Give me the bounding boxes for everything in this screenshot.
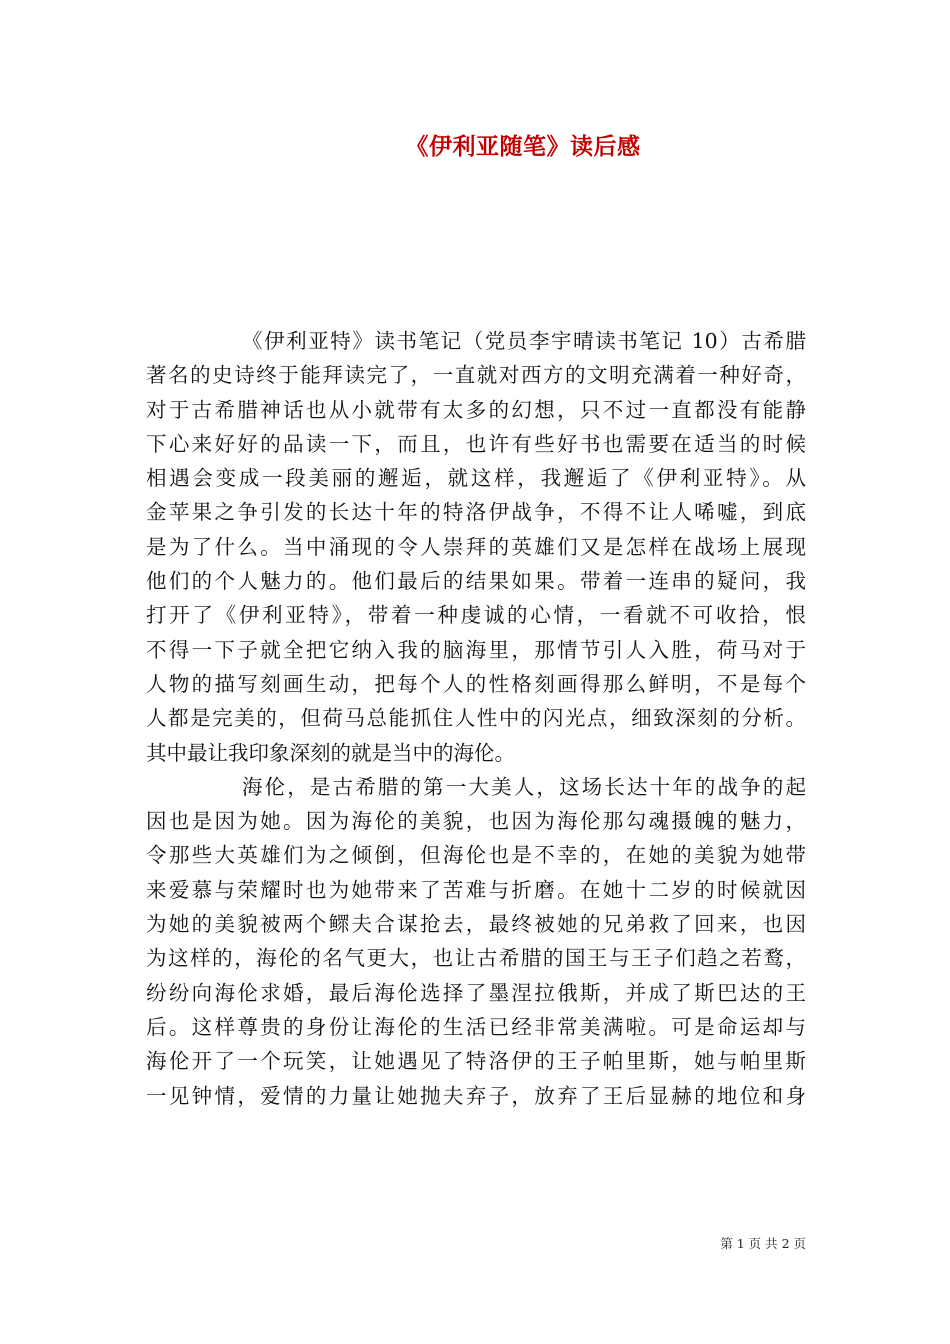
text-line: 打开了《伊利亚特》，带着一种虔诚的心情，一看就不可收拾，恨 <box>146 603 806 628</box>
text-line: 不得一下子就全把它纳入我的脑海里，那情节引人入胜，荷马对于 <box>146 637 806 662</box>
text-line: 《伊利亚特》读书笔记（党员李宇晴读书笔记 10）古希腊 <box>242 329 806 353</box>
text-line: 海伦开了一个玩笑，让她遇见了特洛伊的王子帕里斯，她与帕里斯 <box>146 1049 806 1074</box>
text-line: 为这样的，海伦的名气更大，也让古希腊的国王与王子们趋之若鹜， <box>146 946 806 971</box>
text-line: 来爱慕与荣耀时也为她带来了苦难与折磨。在她十二岁的时候就因 <box>146 877 806 902</box>
text-line: 因也是因为她。因为海伦的美貌，也因为海伦那勾魂摄魄的魅力， <box>146 809 806 834</box>
page-number-footer: 第 1 页 共 2 页 <box>720 1236 806 1251</box>
text-line: 其中最让我印象深刻的就是当中的海伦。 <box>146 740 515 765</box>
document-title: 《伊利亚随笔》读后感 <box>405 133 641 160</box>
text-line: 他们的个人魅力的。他们最后的结果如果。带着一连串的疑问，我 <box>146 569 806 594</box>
text-line: 是为了什么。当中涌现的令人崇拜的英雄们又是怎样在战场上展现 <box>146 534 806 559</box>
text-line: 金苹果之争引发的长达十年的特洛伊战争，不得不让人唏嘘，到底 <box>146 500 806 525</box>
text-line: 后。这样尊贵的身份让海伦的生活已经非常美满啦。可是命运却与 <box>146 1014 806 1039</box>
text-line: 对于古希腊神话也从小就带有太多的幻想，只不过一直都没有能静 <box>146 397 806 422</box>
text-line: 一见钟情，爱情的力量让她抛夫弃子，放弃了王后显赫的地位和身 <box>146 1083 806 1108</box>
text-line: 人都是完美的，但荷马总能抓住人性中的闪光点，细致深刻的分析。 <box>146 706 806 731</box>
text-line: 下心来好好的品读一下，而且，也许有些好书也需要在适当的时候 <box>146 431 806 456</box>
text-line: 令那些大英雄们为之倾倒，但海伦也是不幸的，在她的美貌为她带 <box>146 843 806 868</box>
text-line: 著名的史诗终于能拜读完了，一直就对西方的文明充满着一种好奇， <box>146 363 806 388</box>
paragraph-2 <box>146 770 806 1113</box>
text-line: 为她的美貌被两个鳏夫合谋抢去，最终被她的兄弟救了回来，也因 <box>146 912 806 937</box>
document-body <box>146 324 806 1113</box>
text-line: 海伦，是古希腊的第一大美人，这场长达十年的战争的起 <box>242 774 806 799</box>
text-line: 相遇会变成一段美丽的邂逅，就这样，我邂逅了《伊利亚特》。从 <box>146 466 806 491</box>
paragraph-1 <box>146 324 806 770</box>
text-line: 人物的描写刻画生动，把每个人的性格刻画得那么鲜明，不是每个 <box>146 671 806 696</box>
text-line: 纷纷向海伦求婚，最后海伦选择了墨涅拉俄斯，并成了斯巴达的王 <box>146 980 806 1005</box>
